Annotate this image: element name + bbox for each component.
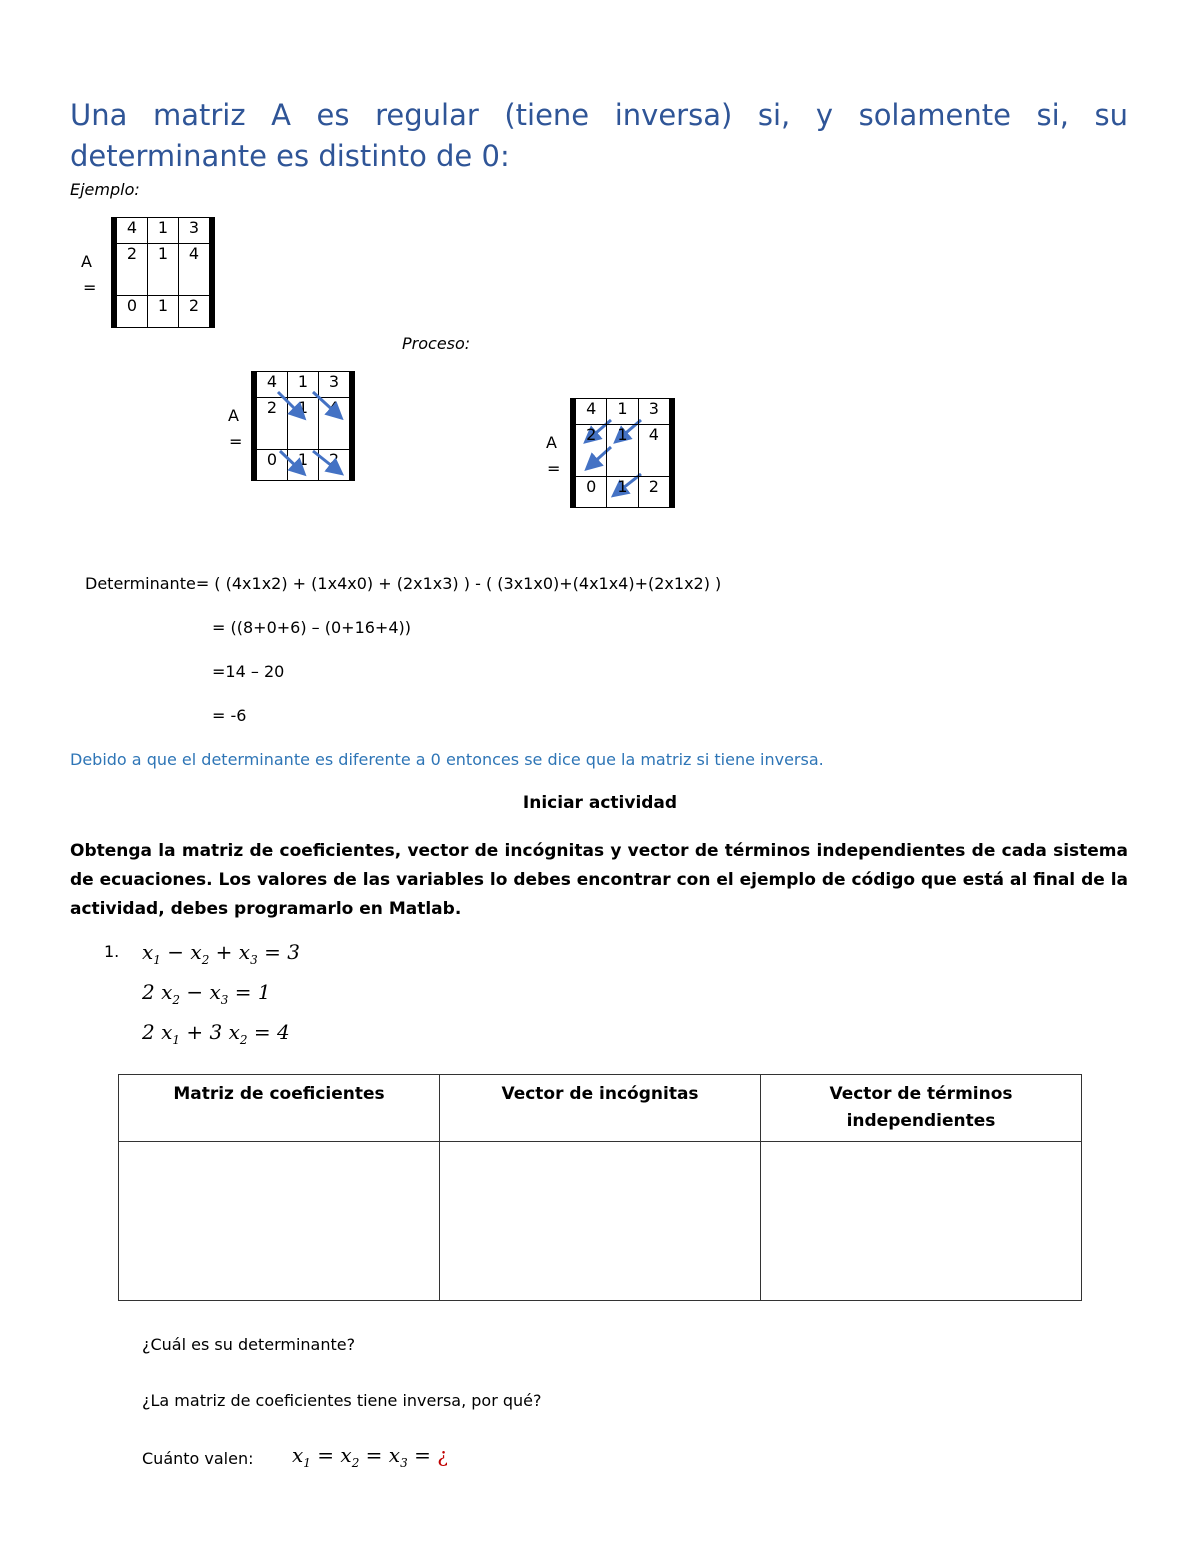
activity-title: Iniciar actividad bbox=[522, 793, 678, 813]
determinant-line: Determinante= ( (4x1x2) + (1x4x0) + (2x1x3) ) - ( (3x1x0)+(4x1x4)+(2x1x2) ) bbox=[85, 574, 722, 593]
arrow-icon bbox=[278, 392, 300, 414]
values-label: Cuánto valen: bbox=[142, 1449, 254, 1468]
arrow-icon bbox=[313, 451, 337, 470]
determinant-line: = -6 bbox=[212, 706, 247, 725]
matrix-equals: = bbox=[547, 459, 561, 478]
coefficient-matrix-cell[interactable] bbox=[119, 1142, 440, 1301]
conclusion-text: Debido a que el determinante es diferente a 0 entonces se dice que la matriz si tiene inversa. bbox=[70, 750, 824, 769]
question-inverse: ¿La matriz de coeficientes tiene inversa, por qué? bbox=[142, 1391, 542, 1410]
arrow-icon bbox=[280, 451, 300, 470]
unknowns-vector-cell[interactable] bbox=[440, 1142, 761, 1301]
system-number: 1. bbox=[104, 942, 120, 961]
activity-instructions: Obtenga la matriz de coeficientes, vector de incógnitas y vector de términos independientes de cada sistema de ecuaciones. Los valores de las variables lo debes encontrar con el ejemplo de código que está al final de la actividad, debes programarlo en Matlab. bbox=[70, 841, 1128, 919]
values-equation: $x_1 = x_2 = x_3$ = ¿ bbox=[292, 1443, 448, 1470]
equation-system: $x_1 - x_2 + x_3 = 3$ 2 $x_2 - x_3 = 1$ 2 $x_1 + 3$ $x_2 = 4$ bbox=[142, 940, 300, 1047]
table-header: Vector de términos independientes bbox=[761, 1075, 1082, 1142]
matrix-equals: = bbox=[229, 432, 243, 451]
example-matrix: 4 1 3 2 1 4 0 1 2 bbox=[111, 217, 215, 328]
table-header: Matriz de coeficientes bbox=[119, 1075, 440, 1142]
example-label: Ejemplo: bbox=[70, 180, 140, 199]
table-header: Vector de incógnitas bbox=[440, 1075, 761, 1142]
process-matrix-anti-diagonals: 4 1 3 2 1 4 0 1 2 bbox=[570, 398, 675, 508]
matrix-label: A bbox=[228, 406, 239, 425]
determinant-line: =14 – 20 bbox=[212, 662, 285, 681]
page-title: Una matriz A es regular (tiene inversa) si, y solamente si, su determinante es distinto de 0: bbox=[70, 98, 1128, 173]
answer-table bbox=[118, 1074, 1082, 1301]
matrix-equals: = bbox=[83, 278, 97, 297]
independent-terms-cell[interactable] bbox=[761, 1142, 1082, 1301]
process-matrix-main-diagonals: 4 1 3 2 1 4 0 1 2 bbox=[251, 371, 355, 481]
matrix-label: A bbox=[546, 433, 557, 452]
determinant-line: = ((8+0+6) – (0+16+4)) bbox=[212, 618, 411, 637]
process-label: Proceso: bbox=[402, 334, 471, 353]
matrix-label: A bbox=[81, 252, 92, 271]
question-determinant: ¿Cuál es su determinante? bbox=[142, 1335, 356, 1354]
arrow-icon bbox=[313, 392, 337, 414]
